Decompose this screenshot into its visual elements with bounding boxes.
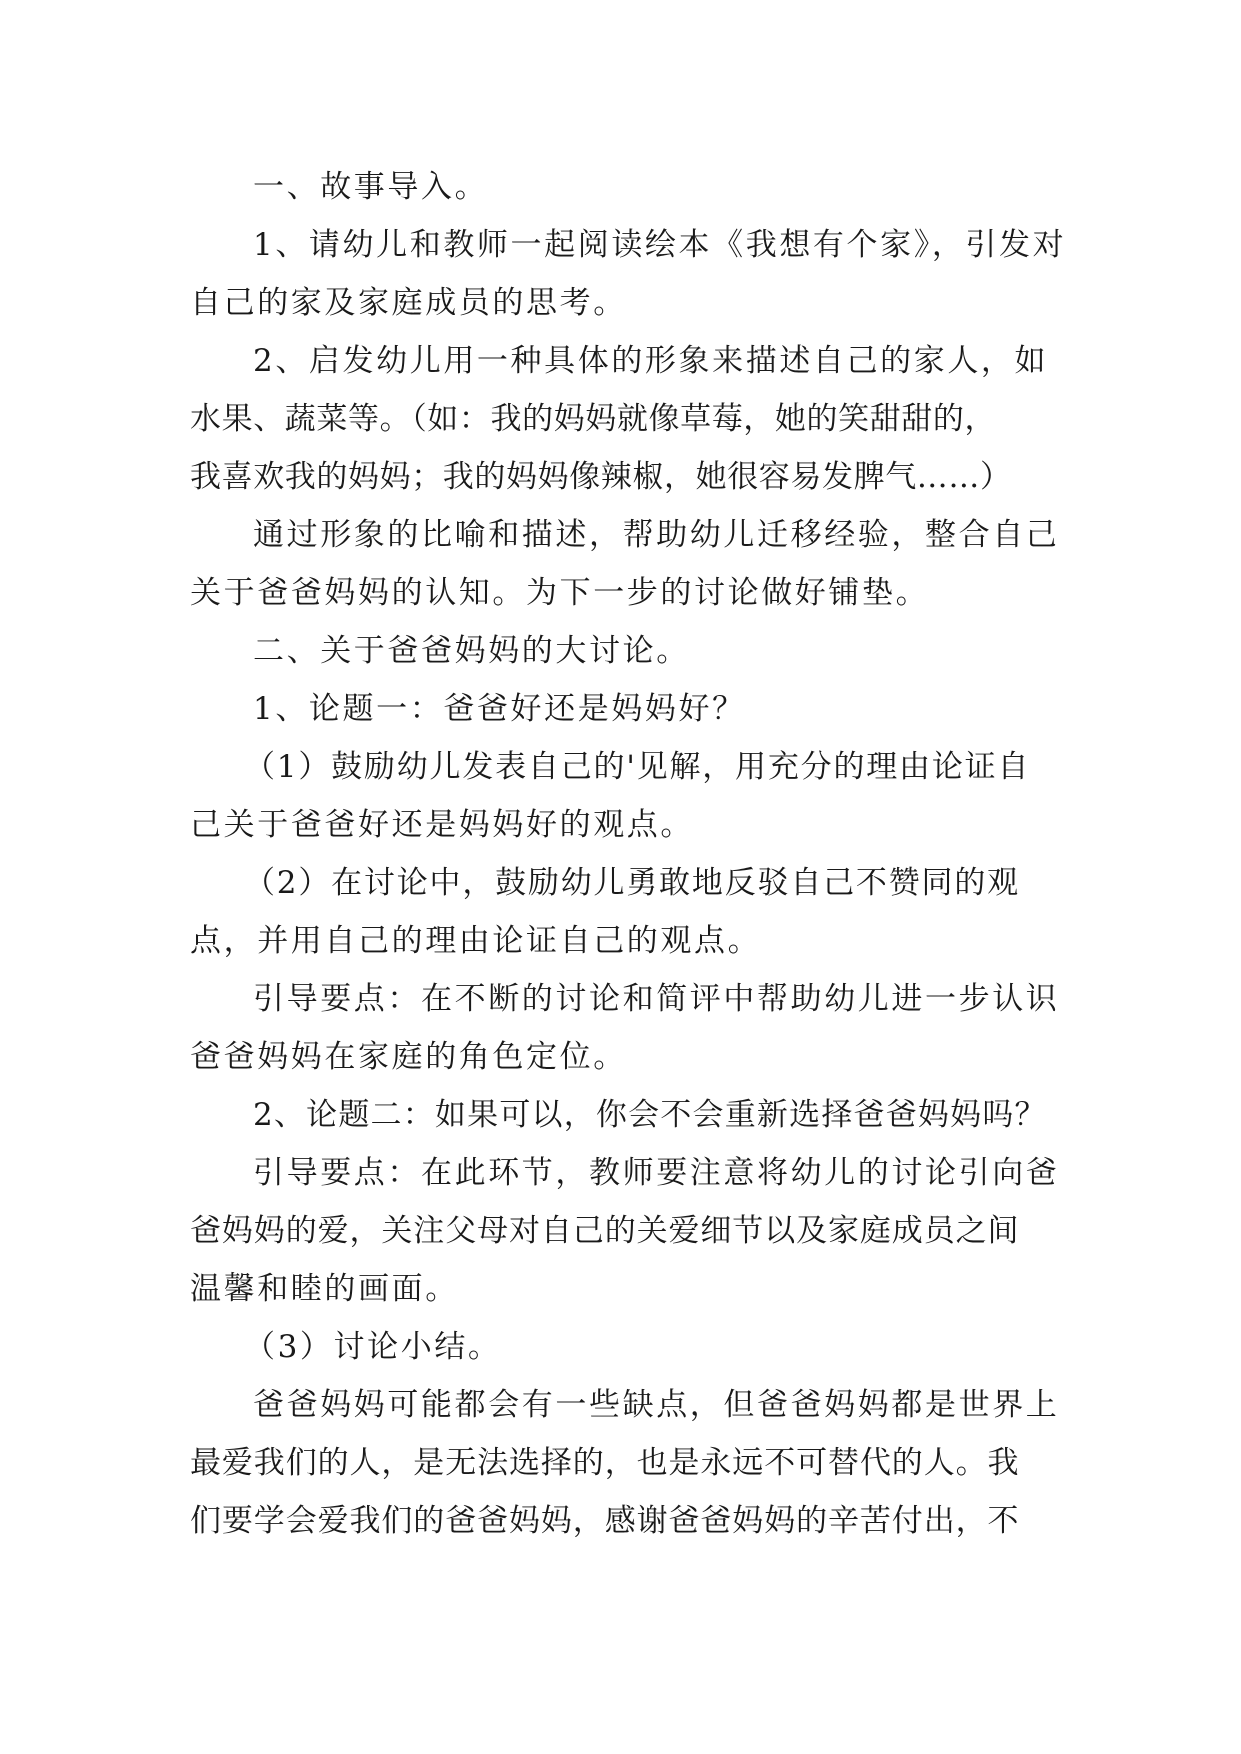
paragraph-line: 2、启发幼儿用一种具体的形象来描述自己的家人，如 bbox=[253, 343, 1049, 379]
paragraph-line: （3）讨论小结。 bbox=[244, 1329, 502, 1365]
topic-one-heading: 1、论题一：爸爸好还是妈妈好？ bbox=[253, 691, 746, 727]
section-heading-story-intro: 一、故事导入。 bbox=[253, 169, 489, 205]
paragraph-line: 1、请幼儿和教师一起阅读绘本《我想有个家》，引发对 bbox=[253, 227, 1067, 263]
paragraph-line: 温馨和睦的画面。 bbox=[190, 1271, 459, 1307]
paragraph-line: 爸妈妈的爱，关注父母对自己的关爱细节以及家庭成员之间 bbox=[190, 1213, 1020, 1249]
paragraph-line: 们要学会爱我们的爸爸妈妈，感谢爸爸妈妈的辛苦付出，不 bbox=[190, 1503, 1020, 1539]
paragraph-line: 水果、蔬菜等。（如：我的妈妈就像草莓，她的笑甜甜的， bbox=[190, 401, 997, 437]
paragraph-line: （1）鼓励幼儿发表自己的'见解，用充分的理由论证自 bbox=[244, 749, 1031, 785]
paragraph-line: 关于爸爸妈妈的认知。为下一步的讨论做好铺垫。 bbox=[190, 575, 930, 611]
paragraph-line: 引导要点：在不断的讨论和简评中帮助幼儿进一步认识 bbox=[253, 981, 1060, 1017]
paragraph-line: 自己的家及家庭成员的思考。 bbox=[190, 285, 627, 321]
section-heading-discussion: 二、关于爸爸妈妈的大讨论。 bbox=[253, 633, 690, 669]
paragraph-line: 最爱我们的人，是无法选择的，也是永远不可替代的人。我 bbox=[190, 1445, 1020, 1481]
paragraph-line: 点，并用自己的理由论证自己的观点。 bbox=[190, 923, 762, 959]
paragraph-line: 爸爸妈妈在家庭的角色定位。 bbox=[190, 1039, 627, 1075]
paragraph-line: 我喜欢我的妈妈；我的妈妈像辣椒，她很容易发脾气……） bbox=[190, 459, 1012, 495]
topic-two-heading: 2、论题二：如果可以，你会不会重新选择爸爸妈妈吗？ bbox=[253, 1097, 1047, 1133]
paragraph-line: 引导要点：在此环节，教师要注意将幼儿的讨论引向爸 bbox=[253, 1155, 1060, 1191]
paragraph-line: （2）在讨论中，鼓励幼儿勇敢地反驳自己不赞同的观 bbox=[244, 865, 1020, 901]
paragraph-line: 己关于爸爸好还是妈妈好的观点。 bbox=[190, 807, 694, 843]
paragraph-line: 爸爸妈妈可能都会有一些缺点，但爸爸妈妈都是世界上 bbox=[253, 1387, 1060, 1423]
paragraph-line: 通过形象的比喻和描述，帮助幼儿迁移经验，整合自己 bbox=[253, 517, 1060, 553]
document-body bbox=[190, 158, 1067, 1550]
